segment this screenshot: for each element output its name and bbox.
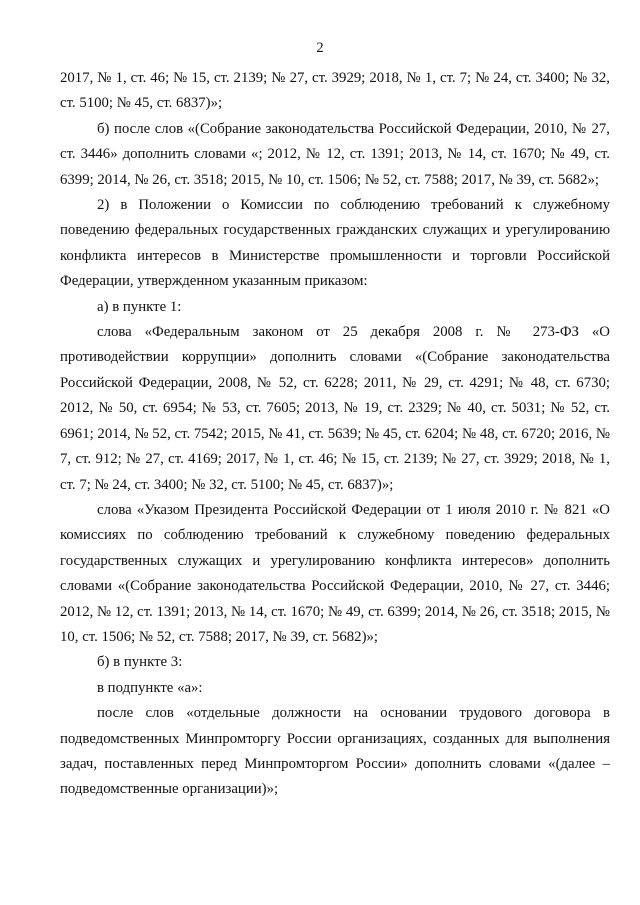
paragraph-item-2-regulation: 2) в Положении о Комиссии по соблюдению требований к служебному поведению федеральных государственных гражданских служащих и урегулированию конфликта интересов в Министерстве промышленности и торговли Российской Федерации, утвержденном указанным приказом:	[60, 197, 610, 290]
paragraph-words-federal-law: слова «Федеральным законом от 25 декабря 2008 г. № 273-ФЗ «О противодействии коррупции» дополнить словами «(Собрание законодательства Российской Федерации, 2008, № 52, ст. 6228; 2011, № 29, ст. 4291; № 48, ст. 6730; 2012, № 50, ст. 6954; № 53, ст. 7605; 2013, № 19, ст. 2329; № 40, ст. 5031; № 52, ст. 6961; 2014, № 52, ст. 7542; 2015, № 41, ст. 5639; № 45, ст. 6204; № 48, ст. 6720; 2016, № 7, ст. 912; № 27, ст. 4169; 2017, № 1, ст. 46; № 15, ст. 2139; № 27, ст. 3929; 2018, № 1, ст. 7; № 24, ст. 3400; № 32, ст. 5100; № 45, ст. 6837)»;	[60, 324, 610, 493]
paragraph-item-a-clause-1: а) в пункте 1:	[97, 298, 182, 315]
page-number: 2	[316, 40, 324, 56]
paragraph-subclause-a: в подпункте «а»:	[97, 679, 203, 696]
paragraph-continuation: 2017, № 1, ст. 46; № 15, ст. 2139; № 27, ст. 3929; 2018, № 1, ст. 7; № 24, ст. 3400; № 32, ст. 5100; № 45, ст. 6837)»;	[60, 70, 610, 112]
paragraph-item-b-clause-3: б) в пункте 3:	[97, 654, 183, 671]
paragraph-words-presidential-decree: слова «Указом Президента Российской Федерации от 1 июля 2010 г. № 821 «О комиссиях по соблюдению требований к служебному поведению федеральных государственных служащих и урегулированию конфликта интересов» дополнить словами «(Собрание законодательства Российской Федерации, 2010, № 27, ст. 3446; 2012, № 12, ст. 1391; 2013, № 14, ст. 1670; № 49, ст. 6399; 2014, № 26, ст. 3518; 2015, № 10, ст. 1506; № 52, ст. 7588; 2017, № 39, ст. 5682)»;	[60, 501, 610, 645]
paragraph-item-b-after-words: б) после слов «(Собрание законодательства Российской Федерации, 2010, № 27, ст. 3446» дополнить словами «; 2012, № 12, ст. 1391; 2013, № 14, ст. 1670; № 49, ст. 6399; 2014, № 26, ст. 3518; 2015, № 10, ст. 1506; № 52, ст. 7588; 2017, № 39, ст. 5682»;	[60, 120, 610, 188]
document-body	[60, 66, 610, 803]
paragraph-after-words-subordinate: после слов «отдельные должности на основании трудового договора в подведомственных Минпромторгу России организациях, созданных для выполнения задач, поставленных перед Минпромторгом России» дополнить словами «(далее – подведомственные организации)»;	[60, 705, 610, 798]
